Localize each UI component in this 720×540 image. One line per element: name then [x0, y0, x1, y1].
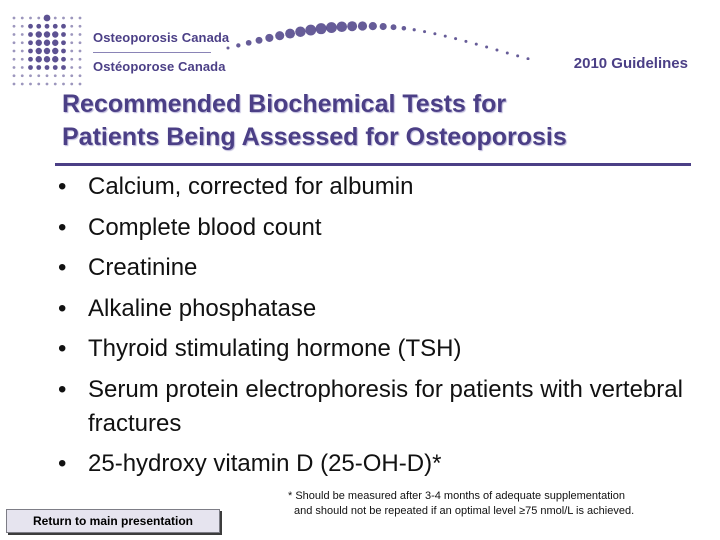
- wave-dot: [305, 25, 316, 36]
- logo-dot: [79, 25, 82, 28]
- return-to-main-button[interactable]: Return to main presentation: [6, 509, 220, 533]
- test-list: [58, 170, 708, 488]
- wave-dot: [285, 29, 295, 39]
- wave-dot: [464, 40, 467, 43]
- logo-dot: [79, 58, 82, 61]
- list-item: [58, 292, 708, 326]
- logo-dot: [52, 40, 58, 46]
- logo-dot: [70, 58, 73, 61]
- logo-dot: [45, 24, 50, 29]
- footnote-line-1: * Should be measured after 3-4 months of adequate supplementation: [288, 490, 625, 502]
- logo-dot: [13, 33, 16, 36]
- logo-dot: [28, 49, 33, 54]
- list-item-text: Alkaline phosphatase: [88, 294, 317, 322]
- logo-dot: [21, 50, 24, 53]
- wave-dot: [337, 21, 348, 32]
- logo-dot: [61, 49, 66, 54]
- list-item-text: 25-hydroxy vitamin D (25-OH-D)*: [88, 450, 442, 477]
- wave-dot: [358, 21, 367, 30]
- logo-dot: [28, 57, 33, 62]
- wave-dot: [454, 37, 457, 40]
- logo-dot: [36, 65, 41, 70]
- logo-dot: [28, 24, 33, 29]
- wave-dot: [495, 49, 498, 52]
- logo-dot: [61, 40, 66, 45]
- wave-dot: [380, 23, 387, 30]
- wave-dot: [326, 22, 337, 33]
- wave-dot: [236, 43, 240, 47]
- logo-dot: [37, 74, 40, 77]
- list-item-text: Calcium, corrected for albumin: [88, 173, 414, 200]
- logo-dot: [28, 40, 33, 45]
- logo-dot: [44, 31, 50, 37]
- logo-dot: [46, 74, 49, 77]
- org-name-fr: Ostéoporose Canada: [93, 59, 226, 74]
- logo-dot: [70, 83, 73, 86]
- logo-dot: [21, 74, 24, 77]
- logo-dot: [70, 50, 73, 53]
- logo-dot: [13, 74, 16, 77]
- logo-dot: [52, 56, 58, 62]
- wave-dot: [516, 54, 519, 57]
- logo-dot: [13, 17, 16, 20]
- logo-dot: [52, 48, 58, 54]
- logo-dot: [13, 41, 16, 44]
- logo-dot: [70, 41, 73, 44]
- list-item: [58, 251, 708, 285]
- logo-dot: [28, 32, 33, 37]
- bullet-icon: •: [58, 254, 67, 281]
- wave-dot: [423, 30, 426, 33]
- list-item: [58, 211, 708, 245]
- wave-dot: [256, 37, 263, 44]
- slide-title-line-2: Patients Being Assessed for Osteoporosis: [62, 123, 567, 151]
- logo-dot: [79, 17, 82, 20]
- bullet-icon: •: [58, 213, 67, 241]
- wave-dot: [402, 26, 407, 31]
- osteoporosis-canada-logo-icon: [8, 12, 86, 90]
- bullet-icon: •: [58, 450, 67, 477]
- wave-dot: [275, 31, 284, 40]
- wave-dot: [265, 34, 273, 42]
- logo-dot: [62, 17, 65, 20]
- list-item-text: Creatinine: [88, 254, 198, 281]
- logo-dot: [37, 83, 40, 86]
- list-item-text: Thyroid stimulating hormone (TSH): [88, 335, 462, 362]
- wave-dot: [295, 26, 305, 36]
- logo-dot: [13, 83, 16, 86]
- wave-dot: [316, 23, 327, 34]
- org-divider: [93, 52, 211, 53]
- logo-dot: [21, 66, 24, 69]
- logo-dot: [29, 83, 32, 86]
- bullet-icon: •: [58, 335, 67, 362]
- logo-dot: [29, 17, 32, 20]
- logo-dot: [36, 24, 41, 29]
- logo-dot: [13, 58, 16, 61]
- logo-dot: [54, 17, 57, 20]
- logo-dot: [53, 24, 58, 29]
- list-item: [58, 332, 708, 366]
- guidelines-label: 2010 Guidelines: [573, 55, 688, 72]
- wave-dot: [444, 35, 447, 38]
- logo-dot: [61, 57, 66, 62]
- logo-dot: [62, 83, 65, 86]
- logo-dot: [79, 41, 82, 44]
- list-item-text: Complete blood count: [88, 213, 322, 241]
- logo-dot: [46, 83, 49, 86]
- wave-dot: [485, 46, 488, 49]
- title-underline: [55, 163, 691, 166]
- footnote-line-2: and should not be repeated if an optimal level ≥75 nmol/L is achieved.: [294, 505, 635, 517]
- logo-dot: [21, 58, 24, 61]
- wave-dot: [433, 32, 436, 35]
- slide-title: [62, 88, 702, 154]
- wave-dot: [369, 22, 377, 30]
- logo-dot: [44, 15, 51, 22]
- logo-dot: [54, 83, 57, 86]
- logo-dot: [21, 83, 24, 86]
- logo-dot: [53, 65, 58, 70]
- logo-dot: [36, 40, 42, 46]
- logo-dot: [70, 33, 73, 36]
- logo-dot: [13, 25, 16, 28]
- logo-dot: [62, 74, 65, 77]
- logo-dot: [21, 33, 24, 36]
- logo-dot: [54, 74, 57, 77]
- logo-dot: [36, 31, 42, 37]
- logo-dot: [70, 66, 73, 69]
- logo-dot: [21, 41, 24, 44]
- list-item: [58, 373, 708, 441]
- logo-dot: [70, 17, 73, 20]
- logo-dot: [36, 48, 42, 54]
- logo-dot: [79, 66, 82, 69]
- logo-dot: [37, 17, 40, 20]
- logo-dot: [45, 65, 50, 70]
- logo-dot: [36, 56, 42, 62]
- logo-dot: [21, 17, 24, 20]
- logo-dot: [44, 40, 50, 46]
- list-item-text: Serum protein electrophoresis for patients with vertebral fractures: [88, 375, 683, 437]
- footnote: [288, 489, 698, 519]
- logo-dot: [70, 25, 73, 28]
- logo-dot: [29, 74, 32, 77]
- logo-dot: [79, 33, 82, 36]
- wave-dot: [246, 40, 252, 46]
- wave-dot: [506, 51, 509, 54]
- logo-dot: [28, 65, 33, 70]
- logo-dot: [44, 56, 50, 62]
- bullet-icon: •: [58, 173, 67, 200]
- logo-dot: [21, 25, 24, 28]
- logo-dot: [79, 50, 82, 53]
- wave-dot: [227, 47, 230, 50]
- wave-dot: [413, 28, 416, 31]
- logo-dot: [61, 24, 66, 29]
- slide-title-line-1: Recommended Biochemical Tests for: [62, 90, 507, 118]
- logo-dot: [52, 31, 58, 37]
- wave-dot: [527, 57, 530, 60]
- decorative-dot-wave-icon: [220, 10, 540, 60]
- logo-dot: [13, 66, 16, 69]
- bullet-icon: •: [58, 294, 67, 322]
- wave-dot: [391, 24, 397, 30]
- wave-dot: [475, 43, 478, 46]
- wave-dot: [347, 21, 357, 31]
- logo-dot: [79, 74, 82, 77]
- logo-dot: [44, 48, 50, 54]
- logo-dot: [61, 65, 66, 70]
- logo-dot: [13, 50, 16, 53]
- logo-dot: [70, 74, 73, 77]
- org-name-en: Osteoporosis Canada: [93, 30, 230, 45]
- list-item: [58, 447, 708, 481]
- bullet-icon: •: [58, 375, 67, 403]
- logo-dot: [79, 83, 82, 86]
- list-item: [58, 170, 708, 204]
- logo-dot: [61, 32, 66, 37]
